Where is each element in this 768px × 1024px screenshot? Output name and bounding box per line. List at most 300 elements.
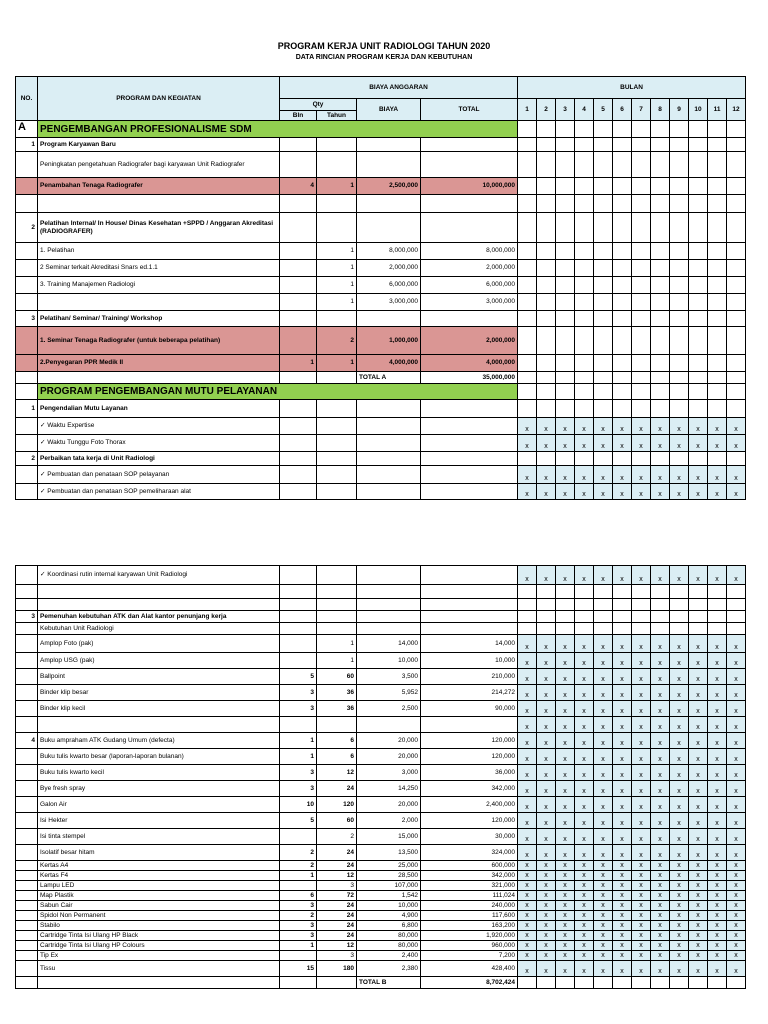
month-cell [594,152,613,178]
header-month: 7 [632,99,651,121]
month-cell: x [670,669,689,685]
table-row [16,623,746,635]
month-cell [518,178,537,195]
month-cell: x [670,701,689,717]
month-cell: x [594,749,613,765]
month-cell [632,384,651,400]
month-cell [575,327,594,355]
row-label: ✓ Waktu Expertise [38,418,280,435]
month-cell: x [632,418,651,435]
month-cell [594,611,613,623]
biaya-value [357,195,421,213]
month-cell [518,400,537,418]
month-cell: x [575,813,594,829]
month-cell: x [632,951,651,961]
month-cell: x [613,891,632,901]
qty-tahun: 24 [317,901,357,911]
biaya-value: 14,000 [357,635,421,653]
month-cell [651,585,670,599]
month-cell: x [537,749,556,765]
month-cell [556,623,575,635]
month-cell: x [613,733,632,749]
month-cell [708,178,727,195]
table-row [16,635,746,653]
month-cell: x [727,891,746,901]
month-cell: x [537,829,556,845]
table-row [16,435,746,452]
month-cell [689,623,708,635]
total-value: 30,000 [421,829,518,845]
month-cell: x [670,435,689,452]
month-cell: x [594,435,613,452]
qty-bln [280,635,317,653]
qty-tahun: 1 [317,635,357,653]
month-cell: x [518,961,537,977]
qty-tahun: 36 [317,685,357,701]
row-label: Amplop USG (pak) [38,653,280,669]
month-cell: x [537,566,556,585]
total-value: 7,200 [421,951,518,961]
month-cell [518,977,537,989]
month-cell [613,400,632,418]
row-label: Kebutuhan Unit Radiologi [38,623,280,635]
total-value: 2,000,000 [421,260,518,277]
qty-tahun: 24 [317,861,357,871]
table-row [16,611,746,623]
month-cell [651,294,670,311]
month-cell: x [651,881,670,891]
total-value: 1,920,000 [421,931,518,941]
month-cell: x [575,845,594,861]
month-cell: x [575,685,594,701]
row-label: Pelatihan Internal/ In House/ Dinas Kesehatan +SPPD / Anggaran Akreditasi (RADIOGRAFER) [38,213,280,243]
table-row [16,765,746,781]
header-program: PROGRAM DAN KEGIATAN [38,77,280,121]
month-cell [556,384,575,400]
month-cell: x [518,871,537,881]
table-row [16,717,746,733]
month-cell: x [537,891,556,901]
month-cell [651,152,670,178]
total-value: 428,400 [421,961,518,977]
table-row [16,585,746,599]
qty-bln: 4 [280,178,317,195]
month-cell: x [708,921,727,931]
header-qty: Qty [280,99,357,111]
month-cell: x [689,901,708,911]
month-cell [518,195,537,213]
qty-bln [280,213,317,243]
table-row [16,400,746,418]
month-cell [727,138,746,152]
month-cell [727,585,746,599]
qty-bln [280,294,317,311]
row-number: 2 [16,452,38,466]
month-cell [594,243,613,260]
month-cell [632,152,651,178]
month-cell [689,243,708,260]
month-cell: x [670,813,689,829]
month-cell [670,384,689,400]
month-cell [575,311,594,327]
month-cell [613,599,632,611]
row-number [16,484,38,500]
month-cell: x [537,951,556,961]
month-cell [632,121,651,138]
month-cell [651,355,670,372]
biaya-value: 28,500 [357,871,421,881]
qty-bln [280,418,317,435]
month-cell: x [670,845,689,861]
month-cell [670,452,689,466]
month-cell [575,452,594,466]
table-row [16,701,746,717]
month-cell: x [727,797,746,813]
month-cell: x [575,653,594,669]
month-cell [670,400,689,418]
qty-bln [280,372,317,384]
qty-tahun [317,138,357,152]
month-cell [651,400,670,418]
qty-bln [280,599,317,611]
month-cell [518,623,537,635]
qty-bln: 2 [280,861,317,871]
month-cell: x [689,829,708,845]
month-cell: x [613,951,632,961]
qty-tahun: 3 [317,881,357,891]
month-cell: x [670,733,689,749]
row-label: Isolatif besar hitam [38,845,280,861]
month-cell [537,277,556,294]
month-cell: x [594,829,613,845]
month-cell [594,623,613,635]
month-cell: x [651,435,670,452]
month-cell: x [594,921,613,931]
row-label [38,294,280,311]
page-title: PROGRAM KERJA UNIT RADIOLOGI TAHUN 2020 [277,41,491,51]
total-value [421,484,518,500]
header-row [16,77,746,99]
month-cell: x [556,901,575,911]
qty-tahun [317,611,357,623]
qty-tahun [317,466,357,484]
month-cell [727,384,746,400]
qty-tahun: 1 [317,243,357,260]
header-month: 5 [594,99,613,121]
month-cell [575,294,594,311]
month-cell [708,372,727,384]
row-number [16,599,38,611]
month-cell [556,977,575,989]
month-cell [632,355,651,372]
month-cell: x [518,829,537,845]
month-cell [632,452,651,466]
qty-bln [280,152,317,178]
biaya-value [357,717,421,733]
month-cell [651,599,670,611]
month-cell: x [575,961,594,977]
total-value: 163,200 [421,921,518,931]
row-number [16,566,38,585]
month-cell: x [575,635,594,653]
month-cell: x [689,635,708,653]
total-value [421,623,518,635]
header-bln: Bln [280,111,317,121]
month-cell [727,294,746,311]
month-cell: x [651,797,670,813]
qty-bln [280,881,317,891]
month-cell [670,623,689,635]
month-cell [689,599,708,611]
month-cell [727,452,746,466]
row-label [38,195,280,213]
biaya-value: 2,500,000 [357,178,421,195]
row-number: 3 [16,311,38,327]
total-value: 321,000 [421,881,518,891]
month-cell [708,977,727,989]
month-cell: x [594,871,613,881]
month-cell [575,178,594,195]
month-cell [575,195,594,213]
qty-tahun [317,435,357,452]
month-cell: x [518,951,537,961]
biaya-value: 2,500 [357,701,421,717]
month-cell [556,294,575,311]
biaya-value: 5,952 [357,685,421,701]
month-cell: x [689,961,708,977]
month-cell: x [689,911,708,921]
table-row [16,599,746,611]
month-cell [594,327,613,355]
month-cell [689,977,708,989]
month-cell: x [518,749,537,765]
month-cell: x [537,901,556,911]
row-number [16,881,38,891]
month-cell: x [575,861,594,871]
month-cell [537,585,556,599]
total-row [16,372,746,384]
month-cell: x [556,931,575,941]
month-cell [670,294,689,311]
month-cell: x [613,901,632,911]
month-cell: x [632,466,651,484]
table-row [16,911,746,921]
month-cell [575,152,594,178]
month-cell: x [708,931,727,941]
month-cell: x [632,701,651,717]
qty-tahun [317,717,357,733]
month-cell: x [670,931,689,941]
qty-tahun: 3 [317,951,357,961]
month-cell [670,311,689,327]
total-value: 8,702,424 [421,977,518,989]
row-number [16,717,38,733]
month-cell: x [632,653,651,669]
row-number [16,901,38,911]
month-cell: x [708,781,727,797]
month-cell [670,355,689,372]
biaya-value: 4,000,000 [357,355,421,372]
month-cell [670,213,689,243]
month-cell: x [708,941,727,951]
month-cell [556,260,575,277]
month-cell: x [518,484,537,500]
row-number [16,749,38,765]
month-cell: x [632,749,651,765]
month-cell [651,977,670,989]
month-cell: x [689,781,708,797]
month-cell: x [594,418,613,435]
month-cell [670,327,689,355]
qty-tahun: 60 [317,669,357,685]
month-cell: x [708,891,727,901]
month-cell: x [689,931,708,941]
month-cell [575,384,594,400]
month-cell: x [537,685,556,701]
table-row [16,951,746,961]
row-number [16,384,38,400]
month-cell [708,400,727,418]
month-cell: x [727,566,746,585]
table-row [16,178,746,195]
month-cell [518,599,537,611]
qty-tahun [317,599,357,611]
month-cell: x [575,733,594,749]
month-cell [670,178,689,195]
biaya-value [357,585,421,599]
month-cell: x [518,685,537,701]
biaya-value [357,566,421,585]
month-cell [670,977,689,989]
month-cell [556,599,575,611]
qty-tahun: 2 [317,327,357,355]
month-cell [613,195,632,213]
month-cell [727,277,746,294]
month-cell: x [670,566,689,585]
month-cell [518,384,537,400]
month-cell: x [537,797,556,813]
biaya-value: 2,000,000 [357,260,421,277]
month-cell: x [556,669,575,685]
total-value [421,435,518,452]
month-cell [575,611,594,623]
qty-bln [280,243,317,260]
month-cell [518,311,537,327]
month-cell [556,178,575,195]
month-cell: x [518,781,537,797]
month-cell [613,585,632,599]
total-value: 90,000 [421,701,518,717]
row-label: 1. Pelatihan [38,243,280,260]
qty-tahun [317,400,357,418]
month-cell: x [727,749,746,765]
month-cell: x [727,931,746,941]
month-cell [613,977,632,989]
month-cell: x [670,653,689,669]
month-cell: x [537,941,556,951]
month-cell: x [594,669,613,685]
total-value [421,195,518,213]
row-label: Buku tulis kwarto besar (laporan-laporan bulanan) [38,749,280,765]
table-row [16,452,746,466]
qty-bln [280,951,317,961]
month-cell: x [689,797,708,813]
table-row [16,260,746,277]
row-number [16,891,38,901]
qty-bln: 3 [280,921,317,931]
month-cell: x [556,566,575,585]
month-cell [537,452,556,466]
month-cell [632,260,651,277]
month-cell: x [556,961,575,977]
month-cell [689,152,708,178]
month-cell [613,152,632,178]
biaya-value: 6,000,000 [357,277,421,294]
month-cell: x [518,881,537,891]
row-number [16,418,38,435]
row-number [16,961,38,977]
row-label [38,977,280,989]
month-cell: x [670,484,689,500]
total-value: 214,272 [421,685,518,701]
month-cell [594,355,613,372]
month-cell: x [670,961,689,977]
month-cell [651,213,670,243]
qty-bln [280,435,317,452]
month-cell: x [575,829,594,845]
table-row [16,961,746,977]
table-row [16,881,746,891]
total-value [421,152,518,178]
month-cell [556,355,575,372]
month-cell [556,152,575,178]
month-cell: x [537,701,556,717]
month-cell [727,355,746,372]
qty-bln: 6 [280,891,317,901]
qty-tahun [317,372,357,384]
qty-tahun: 1 [317,294,357,311]
month-cell: x [613,435,632,452]
biaya-value [357,484,421,500]
month-cell: x [727,685,746,701]
qty-tahun: 72 [317,891,357,901]
month-cell: x [613,749,632,765]
month-cell [689,400,708,418]
total-value: 342,000 [421,871,518,881]
month-cell: x [632,566,651,585]
month-cell [613,372,632,384]
row-label: ✓ Pembuatan dan penataan SOP pelayanan [38,466,280,484]
biaya-value [357,311,421,327]
month-cell [689,178,708,195]
month-cell [670,611,689,623]
month-cell: x [594,861,613,871]
month-cell [613,311,632,327]
month-cell: x [556,891,575,901]
month-cell: x [670,466,689,484]
month-cell [727,400,746,418]
month-cell [594,138,613,152]
month-cell: x [689,669,708,685]
month-cell: x [537,484,556,500]
total-value: 36,000 [421,765,518,781]
row-label: Pengendalian Mutu Layanan [38,400,280,418]
month-cell [708,585,727,599]
row-label: Amplop Foto (pak) [38,635,280,653]
table-row [16,901,746,911]
month-cell [594,213,613,243]
row-number [16,466,38,484]
